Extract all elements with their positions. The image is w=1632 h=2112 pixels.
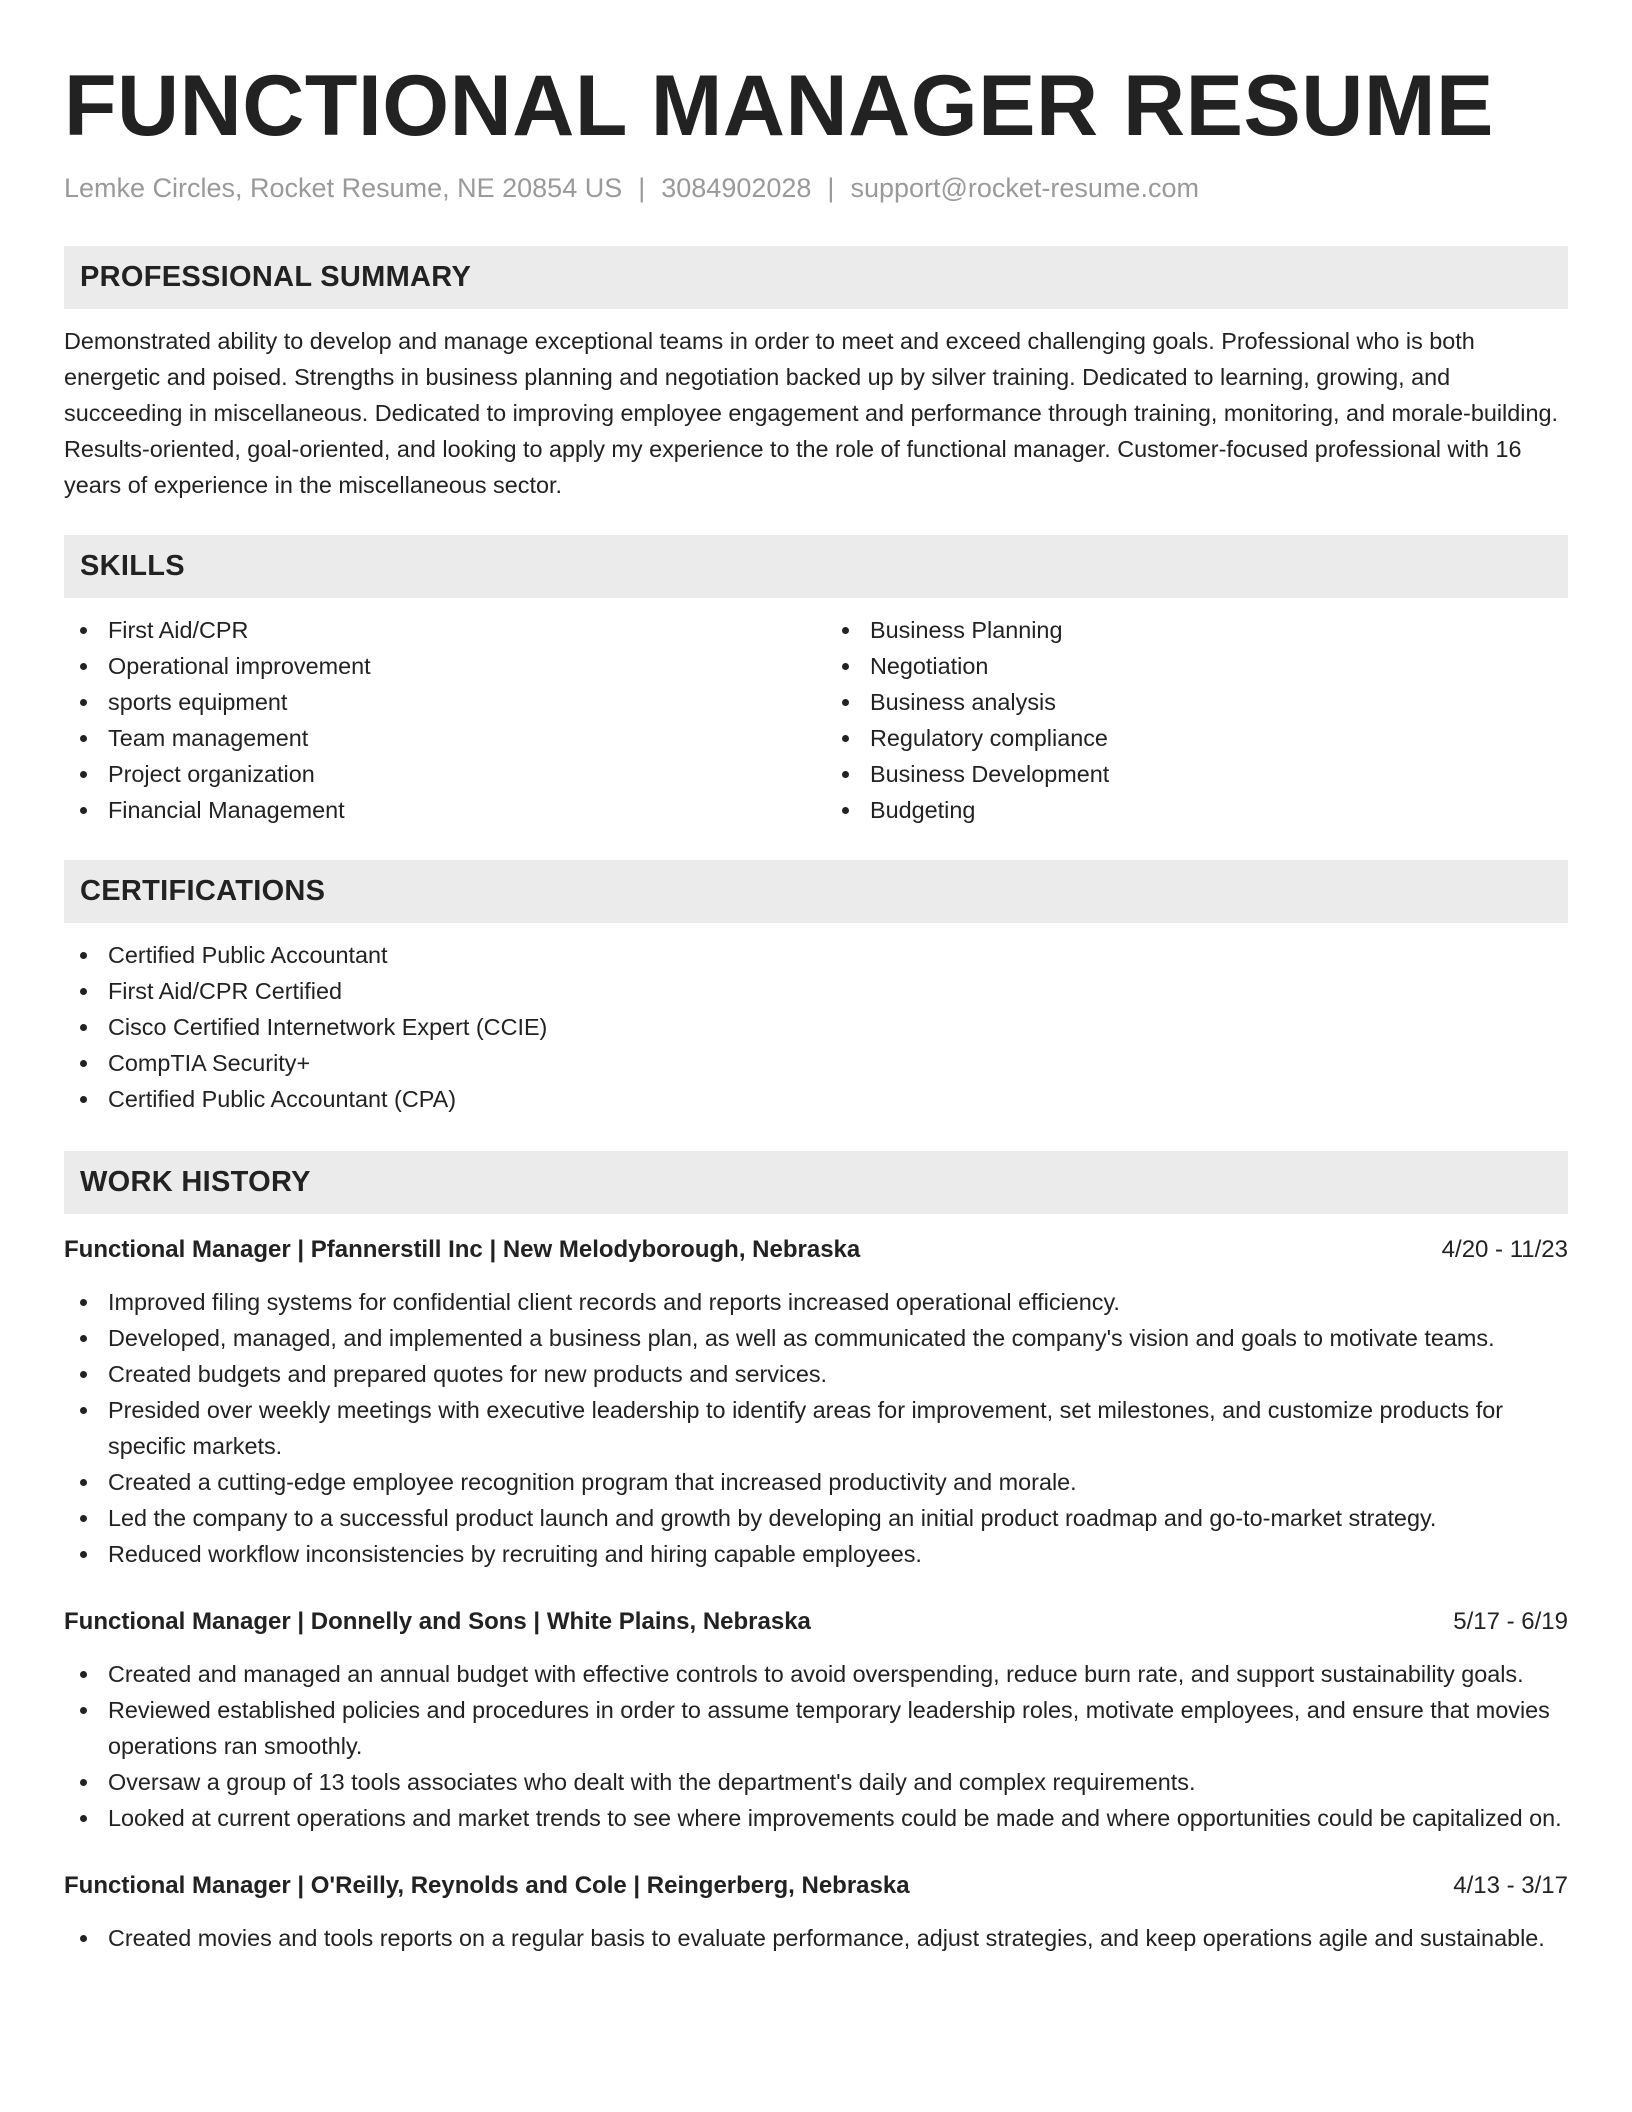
skill-item: Business analysis — [826, 684, 1568, 720]
job-dates: 4/13 - 3/17 — [1453, 1872, 1568, 1899]
work-history-heading: WORK HISTORY — [64, 1151, 1568, 1214]
certifications-heading: CERTIFICATIONS — [64, 860, 1568, 923]
job-bullets — [64, 1284, 1568, 1572]
job-bullet: Reduced workflow inconsistencies by recruiting and hiring capable employees. — [64, 1536, 1568, 1572]
skill-item: Project organization — [64, 756, 806, 792]
skill-item: sports equipment — [64, 684, 806, 720]
skills-column-right — [826, 612, 1568, 828]
skill-item: Business Planning — [826, 612, 1568, 648]
job-entry — [64, 1868, 1568, 1956]
skill-item: Operational improvement — [64, 648, 806, 684]
certification-item: Cisco Certified Internetwork Expert (CCIE) — [64, 1009, 1568, 1045]
summary-text: Demonstrated ability to develop and manage exceptional teams in order to meet and exceed challenging goals. Professional who is both energetic and poised. Strengths in business planning and negotiation backed up by silver training. Dedicated to learning, growing, and succeeding in miscellaneous. Dedicated to improving employee engagement and performance through training, monitoring, and morale-building. Results-oriented, goal-oriented, and looking to apply my experience to the role of functional manager. Customer-focused professional with 16 years of experience in the miscellaneous sector. — [64, 328, 1558, 498]
job-bullet: Led the company to a successful product launch and growth by developing an initial product roadmap and go-to-market strategy. — [64, 1500, 1568, 1536]
job-title: Functional Manager | O'Reilly, Reynolds and Cole | Reingerberg, Nebraska — [64, 1872, 910, 1899]
job-bullet: Oversaw a group of 13 tools associates who dealt with the department's daily and complex requirements. — [64, 1764, 1568, 1800]
skill-item: First Aid/CPR — [64, 612, 806, 648]
job-bullet: Looked at current operations and market trends to see where improvements could be made and where opportunities could be capitalized on. — [64, 1800, 1568, 1836]
skills-heading: SKILLS — [64, 535, 1568, 598]
job-bullet: Created budgets and prepared quotes for new products and services. — [64, 1356, 1568, 1392]
job-bullet: Presided over weekly meetings with executive leadership to identify areas for improvement, set milestones, and customize products for specific markets. — [64, 1392, 1568, 1464]
resume-title: FUNCTIONAL MANAGER RESUME — [64, 58, 1494, 154]
contact-separator: | — [638, 173, 646, 203]
job-entry — [64, 1232, 1568, 1572]
contact-phone: 3084902028 — [661, 173, 812, 203]
job-title: Functional Manager | Pfannerstill Inc | New Melodyborough, Nebraska — [64, 1236, 861, 1263]
job-header — [64, 1232, 1568, 1268]
skill-item: Financial Management — [64, 792, 806, 828]
skill-item: Regulatory compliance — [826, 720, 1568, 756]
skill-item: Business Development — [826, 756, 1568, 792]
job-bullet: Reviewed established policies and procedures in order to assume temporary leadership roles, motivate employees, and ensure that movies operations ran smoothly. — [64, 1692, 1568, 1764]
job-header — [64, 1868, 1568, 1904]
certification-item: Certified Public Accountant (CPA) — [64, 1081, 1568, 1117]
job-dates: 4/20 - 11/23 — [1441, 1236, 1568, 1263]
contact-separator: | — [827, 173, 835, 203]
job-bullet: Improved filing systems for confidential client records and reports increased operational efficiency. — [64, 1284, 1568, 1320]
certifications-section — [64, 860, 1568, 1117]
work-history-section — [64, 1151, 1568, 1956]
job-entry — [64, 1604, 1568, 1836]
contact-email[interactable]: support@rocket-resume.com — [850, 173, 1199, 203]
job-title: Functional Manager | Donnelly and Sons | White Plains, Nebraska — [64, 1608, 811, 1635]
summary-section — [64, 246, 1568, 503]
job-bullet: Created a cutting-edge employee recognition program that increased productivity and morale. — [64, 1464, 1568, 1500]
certifications-list — [64, 937, 1568, 1117]
skill-item: Team management — [64, 720, 806, 756]
skills-section — [64, 535, 1568, 828]
summary-heading: PROFESSIONAL SUMMARY — [64, 246, 1568, 309]
job-bullets — [64, 1920, 1568, 1956]
skills-column-left — [64, 612, 806, 828]
job-bullet: Created movies and tools reports on a regular basis to evaluate performance, adjust strategies, and keep operations agile and sustainable. — [64, 1920, 1568, 1956]
contact-line — [64, 170, 1568, 206]
certification-item: CompTIA Security+ — [64, 1045, 1568, 1081]
job-dates: 5/17 - 6/19 — [1453, 1608, 1568, 1635]
resume-page — [64, 0, 1568, 1956]
job-bullet: Created and managed an annual budget with effective controls to avoid overspending, reduce burn rate, and support sustainability goals. — [64, 1656, 1568, 1692]
skill-item: Negotiation — [826, 648, 1568, 684]
job-bullets — [64, 1656, 1568, 1836]
job-bullet: Developed, managed, and implemented a business plan, as well as communicated the company's vision and goals to motivate teams. — [64, 1320, 1568, 1356]
skill-item: Budgeting — [826, 792, 1568, 828]
skills-grid — [64, 612, 1568, 828]
contact-address: Lemke Circles, Rocket Resume, NE 20854 US — [64, 173, 623, 203]
certification-item: Certified Public Accountant — [64, 937, 1568, 973]
job-header — [64, 1604, 1568, 1640]
certification-item: First Aid/CPR Certified — [64, 973, 1568, 1009]
